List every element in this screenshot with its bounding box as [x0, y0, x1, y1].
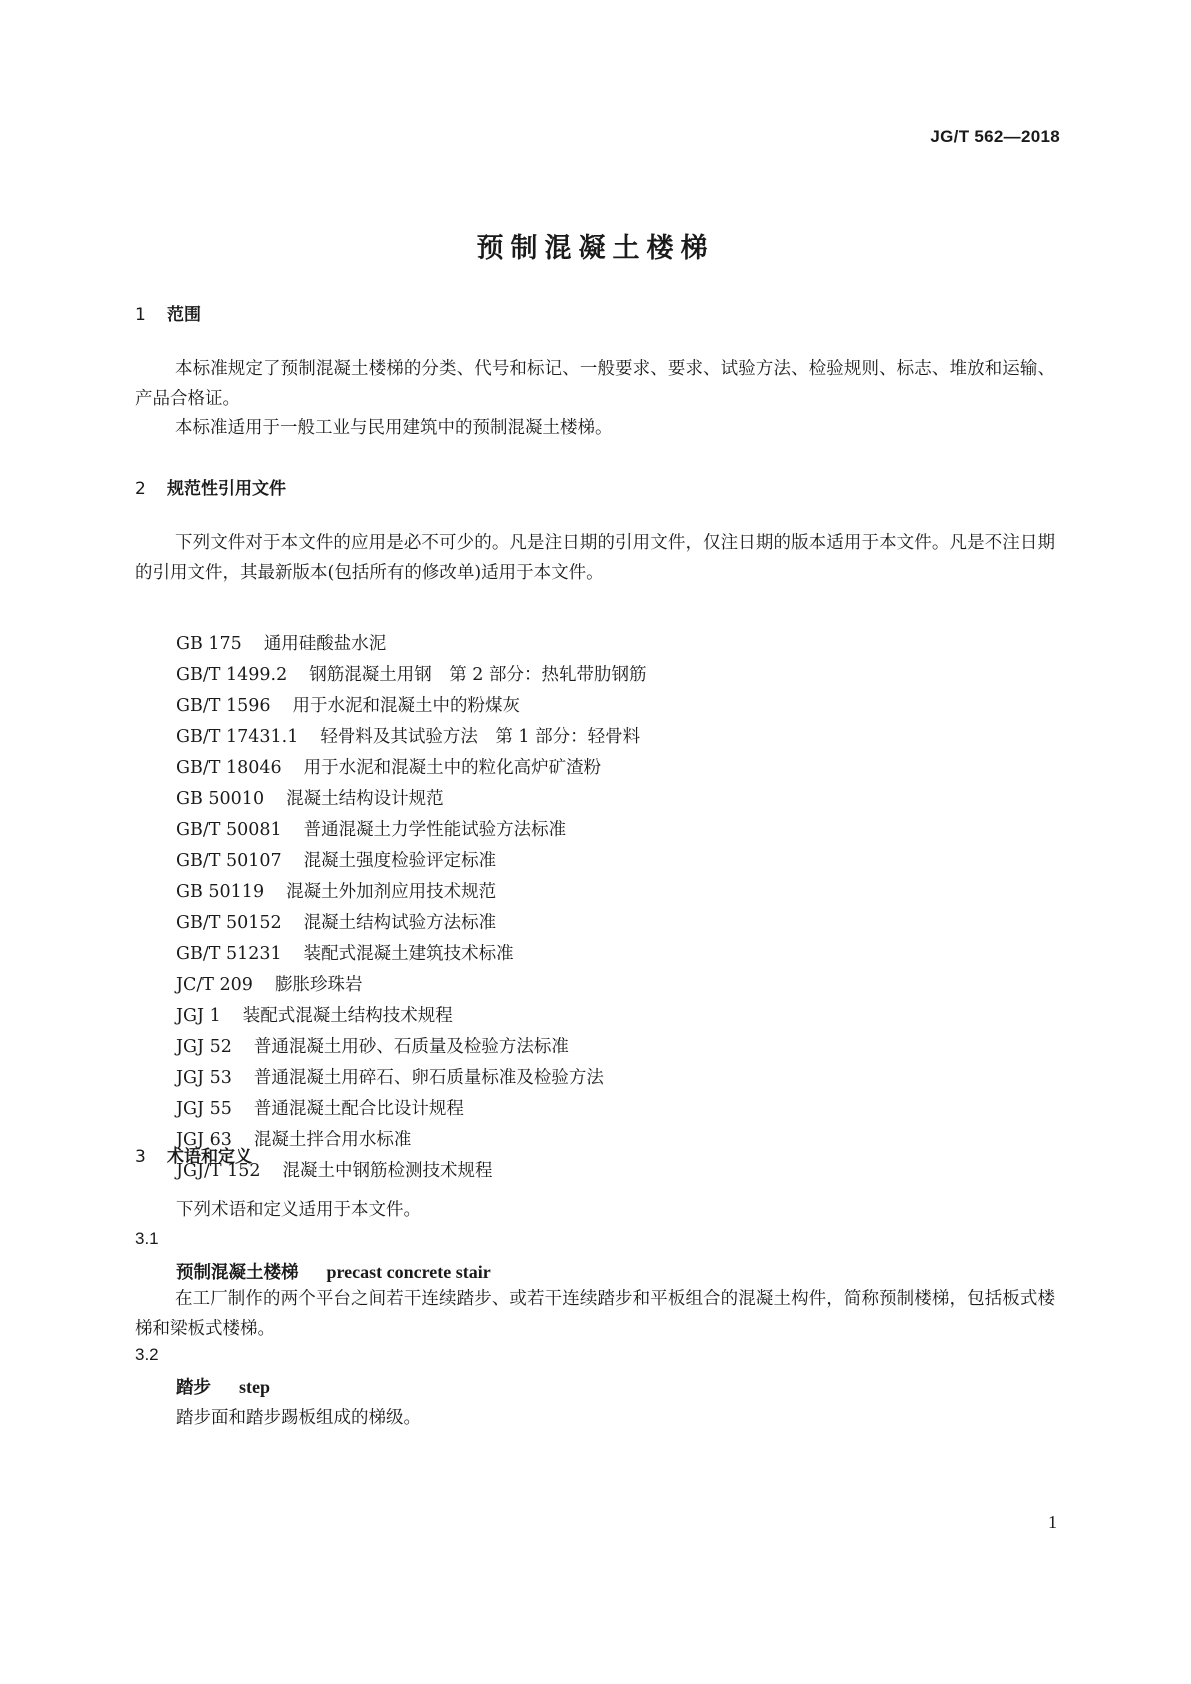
page-number: 1 [1048, 1512, 1057, 1532]
reference-title: 混凝土结构设计规范 [286, 789, 444, 809]
section-heading-scope [135, 300, 201, 325]
reference-code: JGJ 1 [176, 1006, 221, 1026]
reference-code: GB 175 [176, 634, 242, 654]
term-english: precast concrete stair [326, 1262, 491, 1282]
term-number: 3.1 [135, 1229, 159, 1248]
list-item [176, 691, 646, 722]
reference-title: 普通混凝土力学性能试验方法标准 [303, 820, 567, 840]
scope-paragraph-1: 本标准规定了预制混凝土楼梯的分类、代号和标记、一般要求、要求、试验方法、检验规则、标志、堆放和运输、产品合格证。 [135, 359, 1055, 409]
list-item [176, 1032, 646, 1063]
reference-title: 普通混凝土配合比设计规程 [253, 1099, 464, 1119]
reference-code: JGJ/T 152 [176, 1161, 261, 1181]
terms-intro: 下列术语和定义适用于本文件。 [176, 1200, 421, 1220]
reference-code: JGJ 53 [176, 1068, 232, 1088]
section-number: 1 [135, 305, 146, 325]
reference-code: JC/T 209 [176, 975, 253, 995]
reference-title: 用于水泥和混凝土中的粉煤灰 [292, 696, 521, 716]
reference-title: 装配式混凝土结构技术规程 [242, 1006, 453, 1026]
reference-code: GB/T 50107 [176, 851, 282, 871]
reference-title: 膨胀珍珠岩 [274, 975, 363, 995]
reference-code: GB/T 50152 [176, 913, 282, 933]
list-item [176, 722, 646, 753]
list-item [176, 660, 646, 691]
reference-code: GB/T 51231 [176, 944, 282, 964]
section-heading-terms [135, 1142, 252, 1167]
reference-title: 通用硅酸盐水泥 [263, 634, 387, 654]
reference-title: 混凝土强度检验评定标准 [303, 851, 497, 871]
reference-title: 钢筋混凝土用钢 第 2 部分：热轧带肋钢筋 [309, 665, 647, 685]
reference-code: GB/T 50081 [176, 820, 282, 840]
reference-title: 用于水泥和混凝土中的粒化高炉矿渣粉 [303, 758, 602, 778]
term-chinese: 预制混凝土楼梯 [176, 1263, 299, 1283]
reference-title: 普通混凝土用砂、石质量及检验方法标准 [253, 1037, 569, 1057]
list-item [176, 629, 646, 660]
list-item [176, 939, 646, 970]
reference-title: 混凝土中钢筋检测技术规程 [282, 1161, 493, 1181]
term-title [176, 1374, 270, 1399]
term-title [176, 1259, 491, 1284]
section-heading-normative-references [135, 474, 286, 499]
term-number: 3.2 [135, 1345, 159, 1364]
reference-title: 装配式混凝土建筑技术标准 [303, 944, 514, 964]
list-item [176, 753, 646, 784]
list-item [176, 970, 646, 1001]
list-item [176, 846, 646, 877]
reference-code: JGJ 55 [176, 1099, 232, 1119]
reference-code: GB/T 18046 [176, 758, 282, 778]
references-intro: 下列文件对于本文件的应用是必不可少的。凡是注日期的引用文件，仅注日期的版本适用于本文件。凡是不注日期的引用文件，其最新版本(包括所有的修改单)适用于本文件。 [135, 533, 1055, 583]
term-chinese: 踏步 [176, 1378, 211, 1398]
reference-title: 混凝土外加剂应用技术规范 [286, 882, 497, 902]
reference-code: GB 50010 [176, 789, 265, 809]
reference-title: 混凝土拌合用水标准 [253, 1130, 412, 1150]
section-number: 3 [135, 1147, 146, 1167]
reference-code: JGJ 52 [176, 1037, 232, 1057]
reference-code: GB/T 1499.2 [176, 665, 288, 685]
list-item [176, 1094, 646, 1125]
reference-title: 混凝土结构试验方法标准 [303, 913, 497, 933]
section-number: 2 [135, 479, 146, 499]
term-english: step [239, 1377, 270, 1397]
list-item [176, 908, 646, 939]
section-title: 术语和定义 [167, 1147, 252, 1167]
section-title: 范围 [167, 305, 201, 325]
section-title: 规范性引用文件 [167, 479, 286, 499]
reference-title: 普通混凝土用碎石、卵石质量标准及检验方法 [253, 1068, 604, 1088]
reference-code: GB/T 17431.1 [176, 727, 299, 747]
term-definition: 踏步面和踏步踢板组成的梯级。 [176, 1408, 421, 1428]
term-definition: 在工厂制作的两个平台之间若干连续踏步、或若干连续踏步和平板组合的混凝土构件，简称预制楼梯，包括板式楼梯和梁板式楼梯。 [135, 1289, 1055, 1339]
reference-code: GB/T 1596 [176, 696, 271, 716]
standard-code: JG/T 562—2018 [930, 127, 1060, 146]
list-item [176, 1063, 646, 1094]
list-item [176, 815, 646, 846]
reference-title: 轻骨料及其试验方法 第 1 部分：轻骨料 [320, 727, 641, 747]
list-item [176, 877, 646, 908]
scope-paragraph-2: 本标准适用于一般工业与民用建筑中的预制混凝土楼梯。 [175, 418, 613, 438]
reference-list [176, 629, 646, 1187]
document-title: 预制混凝土楼梯 [476, 233, 715, 264]
list-item [176, 1001, 646, 1032]
list-item [176, 784, 646, 815]
reference-code: GB 50119 [176, 882, 265, 902]
reference-code: JGJ 63 [176, 1130, 232, 1150]
